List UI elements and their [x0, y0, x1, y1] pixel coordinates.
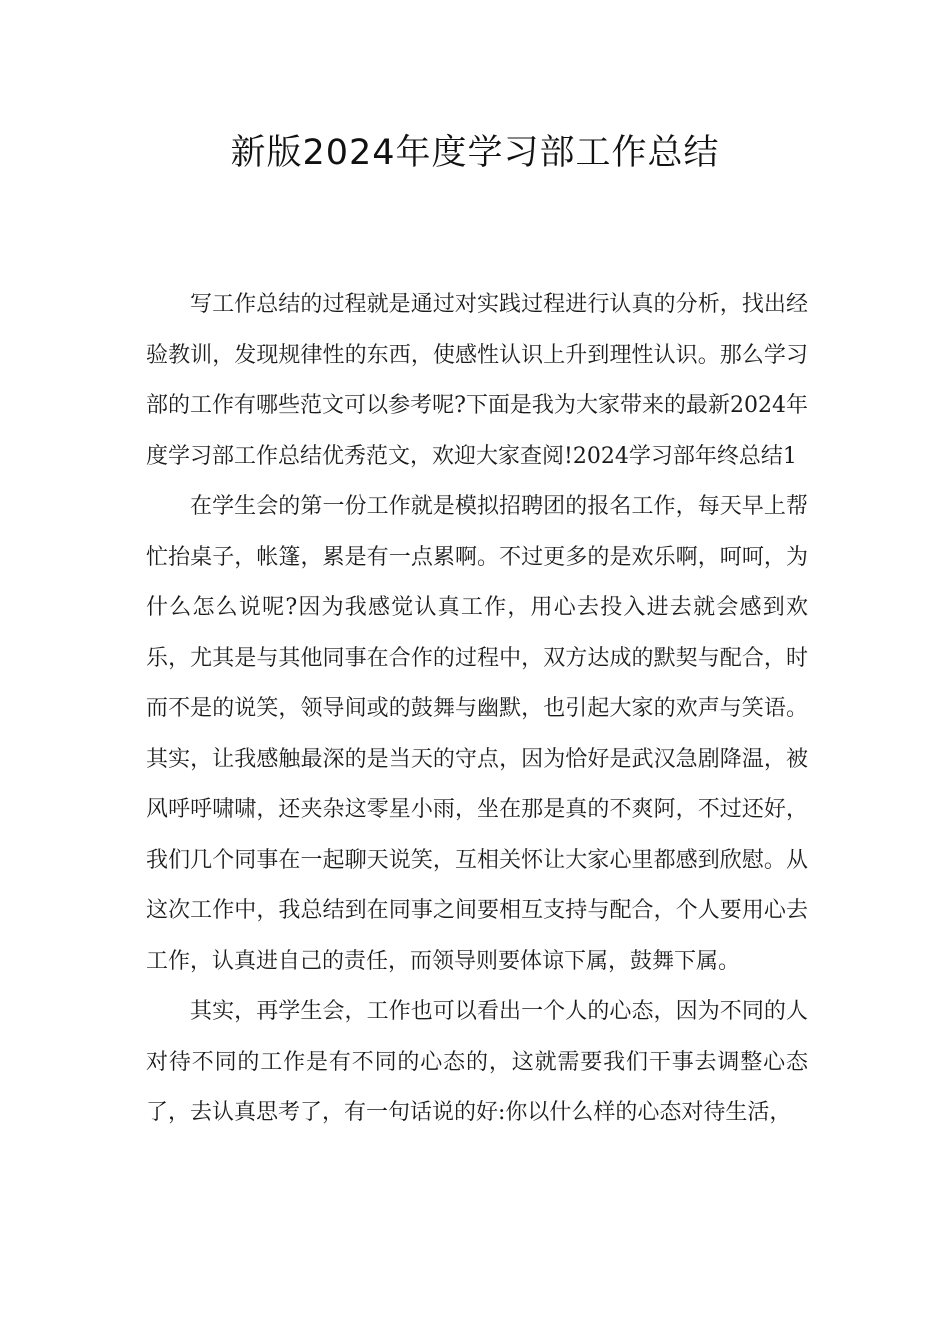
paragraph-2: 在学生会的第一份工作就是模拟招聘团的报名工作，每天早上帮忙抬桌子，帐篷，累是有一点累啊。不过更多的是欢乐啊，呵呵，为什么怎么说呢?因为我感觉认真工作，用心去投入进去就会感到欢乐，尤其是与其他同事在合作的过程中，双方达成的默契与配合，时而不是的说笑，领导间或的鼓舞与幽默，也引起大家的欢声与笑语。其实，让我感触最深的是当天的守点，因为恰好是武汉急剧降温，被风呼呼啸啸，还夹杂这零星小雨，坐在那是真的不爽阿，不过还好，我们几个同事在一起聊天说笑，互相关怀让大家心里都感到欣慰。从这次工作中，我总结到在同事之间要相互支持与配合，个人要用心去工作，认真进自己的责任，而领导则要体谅下属，鼓舞下属。 [146, 494, 808, 974]
paragraph-1: 写工作总结的过程就是通过对实践过程进行认真的分析，找出经验教训，发现规律性的东西，使感性认识上升到理性认识。那么学习部的工作有哪些范文可以参考呢?下面是我为大家带来的最新2024年度学习部工作总结优秀范文，欢迎大家查阅!2024学习部年终总结1 [146, 292, 808, 469]
paragraph-3: 其实，再学生会，工作也可以看出一个人的心态，因为不同的人对待不同的工作是有不同的心态的，这就需要我们干事去调整心态了，去认真思考了，有一句话说的好:你以什么样的心态对待生活， [146, 999, 808, 1125]
document-body [146, 280, 808, 1139]
document-title: 新版2024年度学习部工作总结 [230, 133, 720, 173]
